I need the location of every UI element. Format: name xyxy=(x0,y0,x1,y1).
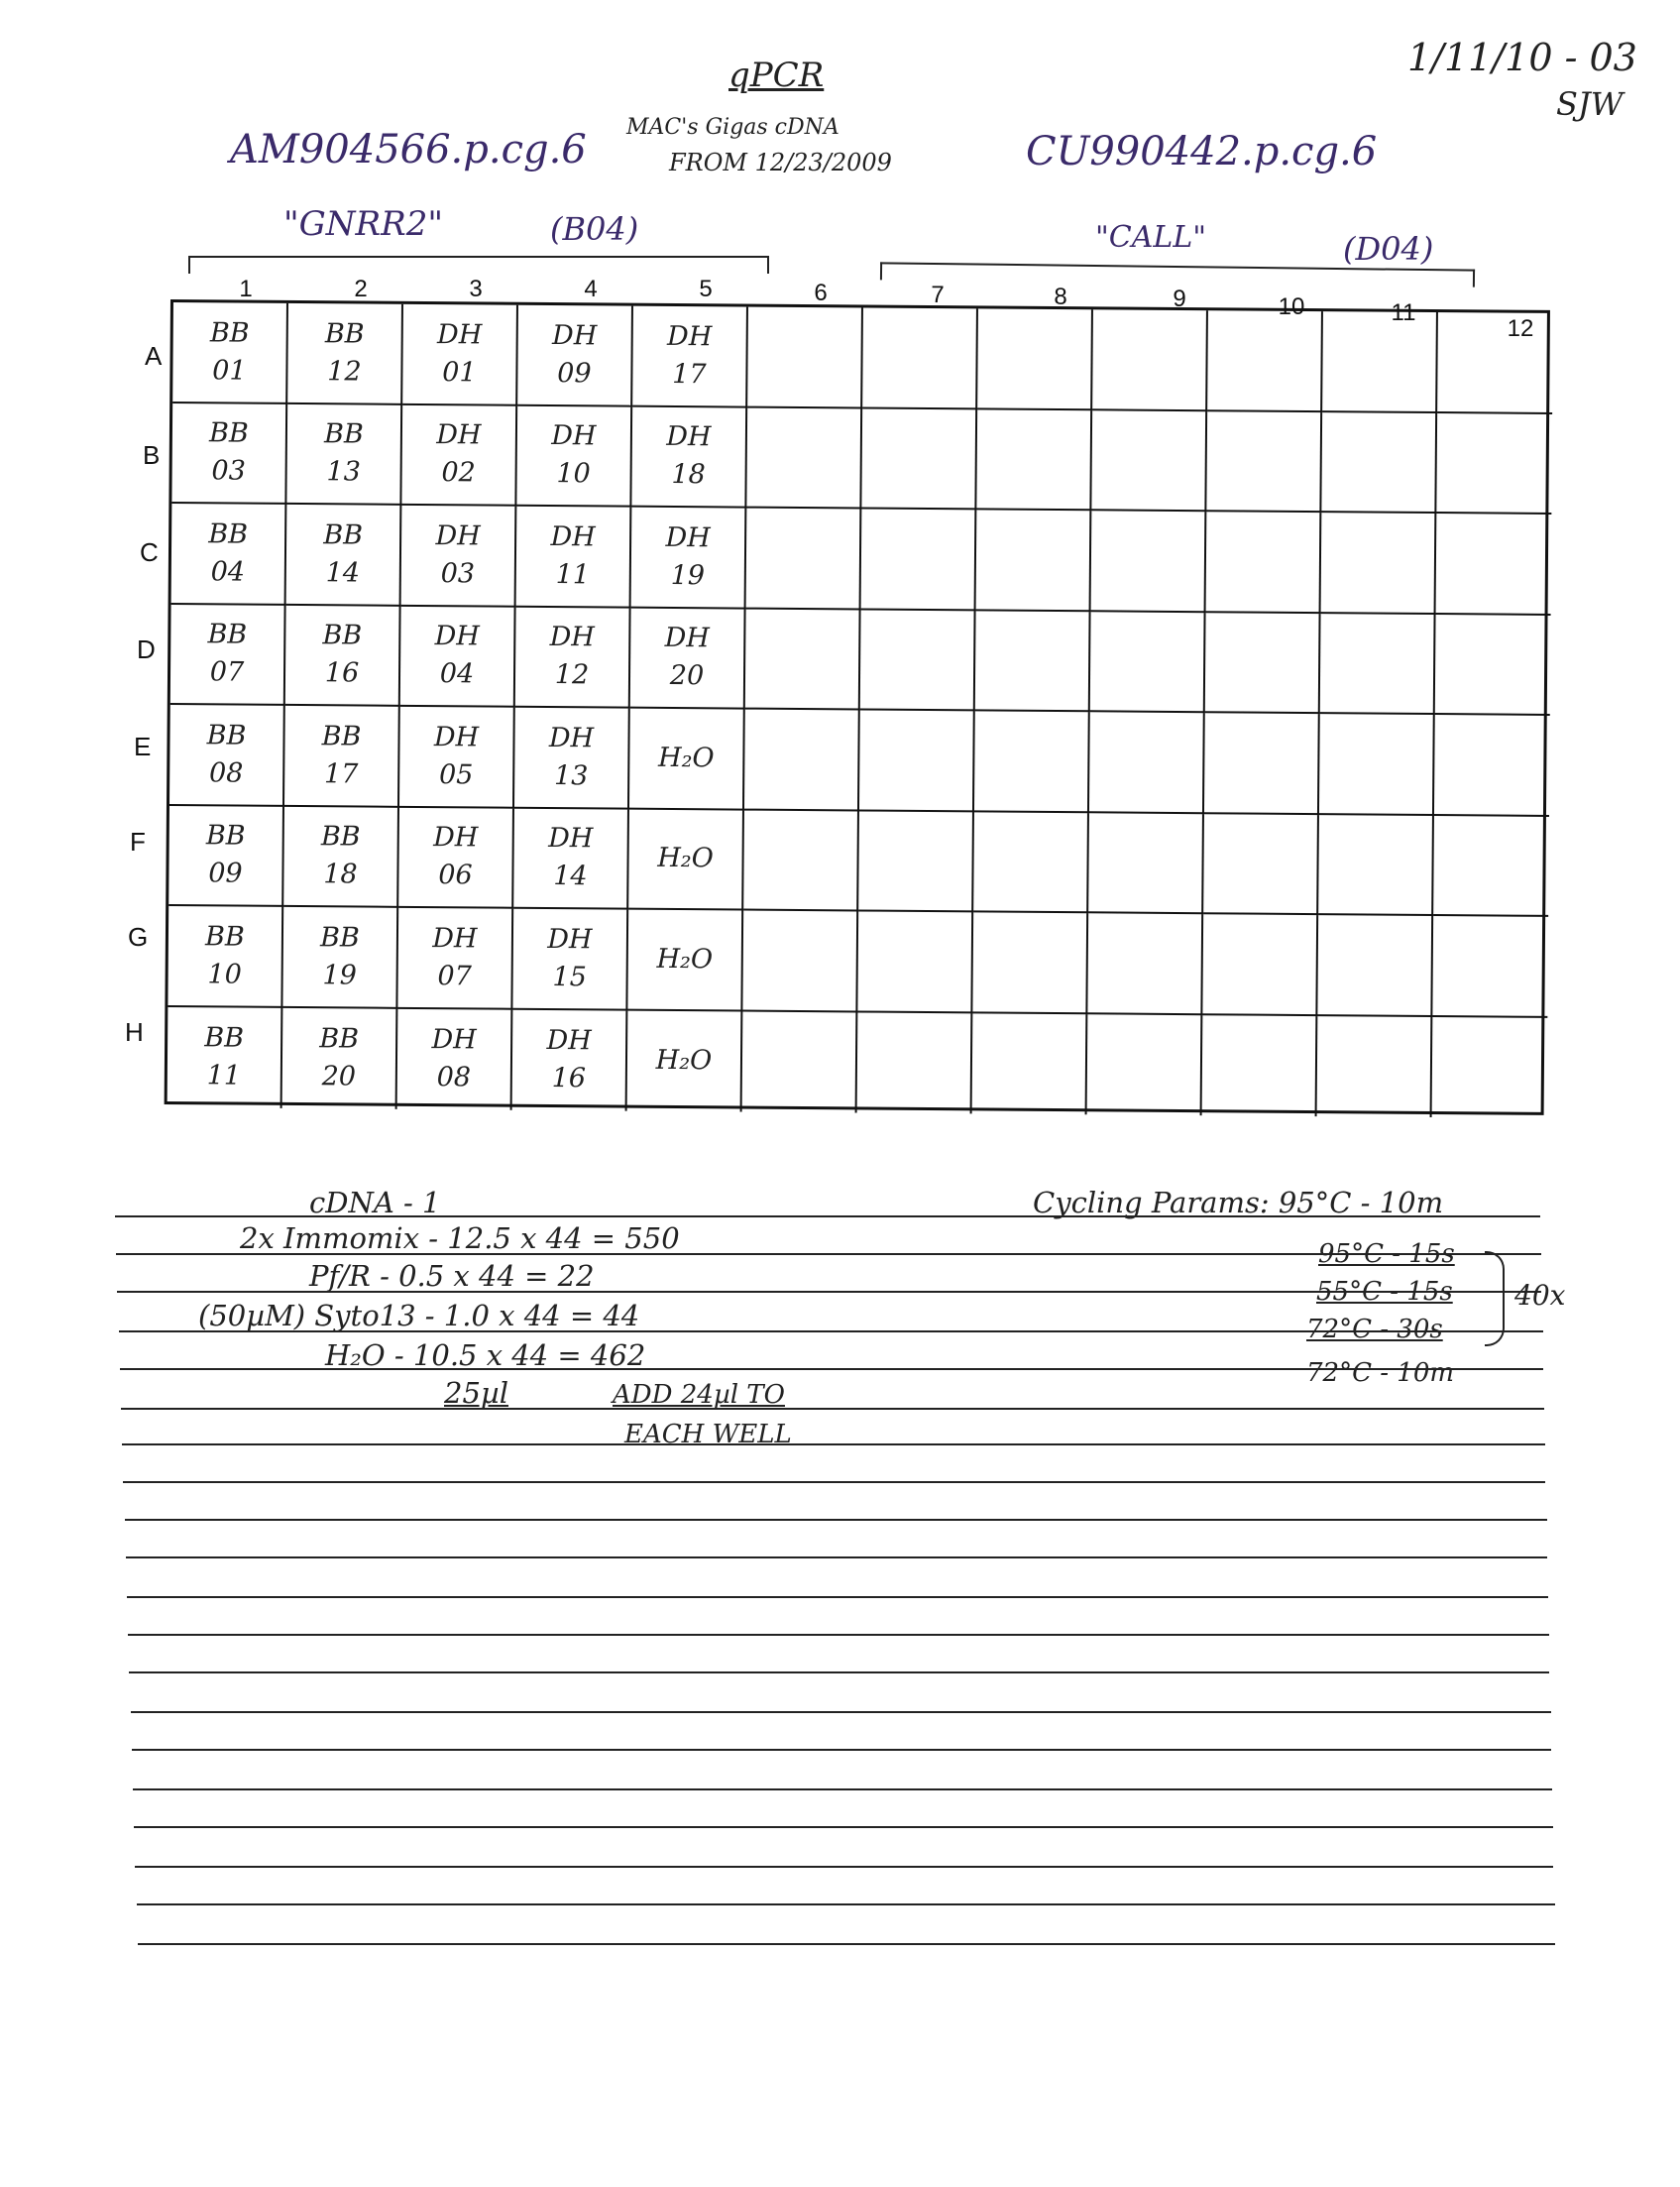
plate-well xyxy=(746,509,862,610)
well-sample-number: 20 xyxy=(321,1061,357,1093)
well-sample-type: BB xyxy=(319,921,360,954)
well-sample-type: DH xyxy=(433,721,480,753)
recipe-line: (50µM) Syto13 - 1.0 x 44 = 44 xyxy=(198,1299,640,1332)
plate-well xyxy=(1318,815,1434,916)
well-sample-type: BB xyxy=(321,720,362,752)
well-sample-type: DH xyxy=(548,722,595,754)
ruled-line xyxy=(137,1903,1555,1905)
plate-well xyxy=(627,1010,743,1111)
plate-well xyxy=(973,812,1089,913)
well-sample-type: DH xyxy=(549,622,596,653)
plate-well xyxy=(977,308,1093,409)
plate-well xyxy=(1090,612,1206,713)
well-sample-type: DH xyxy=(546,1025,592,1057)
ruled-line xyxy=(134,1826,1553,1828)
well-sample-type: DH xyxy=(431,1024,477,1056)
well-sample-type: BB xyxy=(319,1023,360,1055)
well-sample-type: DH xyxy=(666,320,713,353)
plate-well xyxy=(1203,814,1319,915)
plate-well xyxy=(1321,513,1437,614)
plate-well xyxy=(400,606,516,707)
well-sample-number: 14 xyxy=(553,861,588,892)
well-sample-number: 12 xyxy=(554,659,590,691)
cycling-title: Cycling Params: 95°C - 10m xyxy=(1033,1186,1444,1219)
plate-well xyxy=(1433,816,1549,917)
right-gene-id: CU990442.p.cg.6 xyxy=(1026,129,1378,174)
well-sample-number: 07 xyxy=(437,960,472,992)
well-sample-number: 15 xyxy=(552,961,587,993)
column-label: 11 xyxy=(1391,299,1416,326)
well-sample-type: H₂O xyxy=(656,943,714,976)
plate-well xyxy=(862,307,978,408)
plate-well xyxy=(746,407,862,509)
plate-well xyxy=(169,705,285,806)
plate-well xyxy=(513,808,629,909)
plate-well xyxy=(975,611,1091,712)
column-label: 2 xyxy=(354,276,368,302)
plate-well xyxy=(1092,309,1208,410)
plate-well xyxy=(171,504,287,605)
recipe-title: cDNA - 1 xyxy=(309,1186,441,1219)
plate-well xyxy=(860,610,976,711)
plate-well xyxy=(742,1011,858,1112)
plate-well xyxy=(168,806,284,907)
well-sample-type: DH xyxy=(551,420,597,452)
ruled-line xyxy=(121,1408,1544,1410)
well-sample-number: 17 xyxy=(323,757,359,790)
plate-well xyxy=(631,406,747,508)
well-sample-number: 03 xyxy=(440,557,476,590)
plate-well xyxy=(1087,1014,1203,1115)
plate-well xyxy=(512,1009,628,1110)
cycling-step: 95°C - 15s xyxy=(1318,1239,1455,1269)
well-sample-type: H₂O xyxy=(657,742,715,774)
well-sample-type: BB xyxy=(209,317,250,349)
well-sample-type: H₂O xyxy=(657,843,714,874)
column-label: 1 xyxy=(239,276,253,302)
right-gene-code: (D04) xyxy=(1343,230,1434,268)
column-label: 8 xyxy=(1054,284,1067,310)
recipe-total: 25µl xyxy=(444,1376,509,1410)
plate-well xyxy=(858,811,974,912)
plate-well xyxy=(1202,914,1318,1015)
plate-well xyxy=(976,510,1092,611)
well-sample-number: 10 xyxy=(207,959,242,990)
row-label: F xyxy=(130,827,146,857)
plate-well xyxy=(1437,312,1553,413)
plate-well xyxy=(1436,413,1552,515)
right-gene-name: "CALL" xyxy=(1095,220,1207,255)
well-sample-type: DH xyxy=(548,823,594,855)
well-sample-number: 18 xyxy=(671,459,706,491)
plate-well xyxy=(1088,813,1204,914)
plate-well xyxy=(1432,1017,1548,1118)
column-label: 7 xyxy=(931,282,945,308)
plate-well xyxy=(857,911,973,1012)
well-sample-number: 09 xyxy=(208,858,243,889)
well-sample-number: 04 xyxy=(439,658,475,690)
well-sample-number: 16 xyxy=(324,657,360,689)
plate-well xyxy=(285,605,401,706)
plate-well xyxy=(744,710,860,811)
well-sample-number: 14 xyxy=(325,556,361,589)
well-sample-type: BB xyxy=(322,620,363,651)
plate-well xyxy=(1321,412,1437,514)
plate-well xyxy=(168,906,283,1007)
plate-well xyxy=(1204,713,1320,814)
plate-well xyxy=(1435,615,1551,716)
plate-well xyxy=(399,707,515,808)
plate-well xyxy=(397,908,513,1009)
well-sample-type: BB xyxy=(207,619,248,650)
plate-well xyxy=(631,508,747,609)
plate-well xyxy=(286,403,402,505)
well-sample-number: 01 xyxy=(442,356,477,389)
well-sample-type: H₂O xyxy=(655,1045,713,1077)
plate-well xyxy=(861,408,977,510)
cycling-final: 72°C - 10m xyxy=(1306,1358,1455,1388)
well-sample-number: 01 xyxy=(212,355,247,387)
plate-well xyxy=(1319,714,1435,815)
row-label: B xyxy=(143,440,161,470)
plate-well xyxy=(398,807,514,908)
column-label: 6 xyxy=(814,280,828,306)
plate-well xyxy=(171,403,287,505)
plate-well xyxy=(861,509,977,610)
cycling-step: 72°C - 30s xyxy=(1306,1315,1443,1344)
plate-well xyxy=(1436,514,1552,615)
ruled-line xyxy=(138,1943,1555,1945)
plate-well xyxy=(402,304,518,405)
plate-well xyxy=(516,507,632,608)
plate-well xyxy=(1091,511,1207,612)
plate-well xyxy=(168,1007,283,1108)
left-gene-name: "GNRR2" xyxy=(283,204,444,244)
plate-well xyxy=(517,305,633,406)
ruled-line xyxy=(125,1519,1547,1521)
well-sample-type: DH xyxy=(666,421,712,453)
well-sample-number: 16 xyxy=(551,1063,587,1094)
plate-well xyxy=(1432,916,1548,1017)
plate-well xyxy=(972,912,1088,1013)
plate-well xyxy=(283,806,399,907)
ruled-line xyxy=(126,1556,1547,1558)
cycling-repeat: 40x xyxy=(1514,1279,1566,1312)
ruled-line xyxy=(129,1671,1549,1673)
recipe-line: 2x Immomix - 12.5 x 44 = 550 xyxy=(240,1221,680,1255)
well-sample-number: 13 xyxy=(553,759,589,792)
plate-well xyxy=(286,505,402,606)
plate-well xyxy=(742,911,858,1012)
well-sample-number: 03 xyxy=(211,455,246,487)
ruled-line xyxy=(132,1749,1551,1751)
left-group-bracket xyxy=(188,256,769,274)
well-sample-type: DH xyxy=(665,521,711,554)
ruled-line xyxy=(123,1481,1545,1483)
well-sample-number: 20 xyxy=(669,660,705,692)
plate-well xyxy=(976,409,1092,511)
column-label: 3 xyxy=(469,276,483,302)
plate-well xyxy=(401,404,517,506)
well-sample-type: DH xyxy=(432,922,478,955)
well-sample-number: 11 xyxy=(555,558,591,591)
well-sample-type: BB xyxy=(208,518,249,550)
ruled-line xyxy=(127,1596,1548,1598)
plate-well xyxy=(859,710,975,811)
plate-well xyxy=(1205,613,1321,714)
well-sample-type: BB xyxy=(205,820,246,852)
plate-well xyxy=(1322,311,1438,412)
well-sample-type: BB xyxy=(204,921,245,953)
plate-well xyxy=(1206,512,1322,613)
well-sample-number: 08 xyxy=(436,1062,472,1094)
well-sample-type: DH xyxy=(664,623,711,654)
plate-well xyxy=(1089,712,1205,813)
well-sample-number: 18 xyxy=(323,859,358,890)
recipe-instruction: EACH WELL xyxy=(624,1420,792,1449)
well-sample-number: 11 xyxy=(206,1060,242,1092)
well-sample-type: DH xyxy=(435,519,481,552)
plate-well xyxy=(629,709,745,810)
row-label: C xyxy=(140,537,159,567)
well-sample-number: 12 xyxy=(327,355,362,388)
well-sample-number: 08 xyxy=(208,757,244,789)
left-gene-id: AM904566.p.cg.6 xyxy=(230,127,587,173)
well-sample-number: 05 xyxy=(438,758,474,791)
plate-well xyxy=(1434,715,1550,816)
plate-well xyxy=(282,907,398,1008)
plate-well xyxy=(632,306,748,407)
page-title: qPCR xyxy=(728,56,825,95)
cycling-brace xyxy=(1485,1251,1505,1346)
recipe-line: H₂O - 10.5 x 44 = 462 xyxy=(325,1338,646,1372)
plate-well xyxy=(857,1012,973,1113)
plate-well xyxy=(172,302,288,403)
source-line-2: FROM 12/23/2009 xyxy=(669,149,892,176)
well-sample-type: DH xyxy=(550,520,596,553)
plate-well xyxy=(284,706,400,807)
row-label: D xyxy=(137,634,156,664)
plate-well xyxy=(515,607,631,708)
column-label: 4 xyxy=(584,276,598,302)
plate-well xyxy=(397,1008,513,1109)
plate-well xyxy=(512,909,628,1010)
well-sample-type: DH xyxy=(547,923,593,956)
recipe-instruction: ADD 24µl TO xyxy=(613,1380,785,1410)
column-label: 9 xyxy=(1173,286,1186,312)
ruled-line xyxy=(122,1443,1545,1445)
plate-well xyxy=(1320,614,1436,715)
plate-well xyxy=(1087,913,1203,1014)
well-sample-type: BB xyxy=(206,720,247,751)
well-sample-number: 02 xyxy=(441,457,476,489)
source-line-1: MAC's Gigas cDNA xyxy=(626,115,840,140)
plate-well xyxy=(1207,310,1323,411)
well-sample-type: DH xyxy=(436,318,483,351)
plate-well xyxy=(974,711,1090,812)
plate-well xyxy=(745,609,861,710)
plate-well xyxy=(743,810,859,911)
well-sample-number: 19 xyxy=(670,559,706,591)
plate-grid xyxy=(165,299,1550,1115)
well-sample-number: 09 xyxy=(557,357,592,390)
plate-well xyxy=(287,303,403,404)
plate-well xyxy=(627,910,743,1011)
row-label: E xyxy=(134,732,152,761)
plate-well xyxy=(282,1007,398,1108)
well-sample-number: 10 xyxy=(556,458,591,490)
well-sample-number: 19 xyxy=(322,959,357,991)
well-sample-number: 04 xyxy=(210,556,246,588)
well-sample-type: BB xyxy=(323,518,364,551)
well-sample-number: 07 xyxy=(209,656,245,688)
recipe-line: Pf/R - 0.5 x 44 = 22 xyxy=(309,1259,595,1293)
row-label: A xyxy=(145,341,163,371)
cycling-step: 55°C - 15s xyxy=(1316,1277,1453,1307)
ruled-line xyxy=(133,1788,1552,1790)
row-label: H xyxy=(125,1017,144,1047)
well-sample-type: DH xyxy=(436,419,482,451)
plate-well xyxy=(1317,915,1433,1016)
plate-well xyxy=(514,708,630,809)
ruled-line xyxy=(135,1866,1553,1868)
ruled-line xyxy=(128,1634,1549,1636)
well-sample-type: BB xyxy=(208,417,249,449)
plate-well xyxy=(1202,1015,1318,1116)
well-sample-number: 17 xyxy=(672,358,707,390)
initials: SJW xyxy=(1556,85,1624,123)
plate-well xyxy=(401,506,517,607)
plate-well xyxy=(1206,411,1322,513)
well-sample-number: 06 xyxy=(438,860,473,891)
well-sample-type: BB xyxy=(324,317,365,350)
well-sample-type: BB xyxy=(320,821,361,853)
well-sample-type: BB xyxy=(204,1022,245,1054)
plate-well xyxy=(630,608,746,709)
column-label: 12 xyxy=(1507,315,1534,342)
plate-well xyxy=(516,405,632,507)
plate-well xyxy=(170,605,286,706)
plate-well xyxy=(628,809,744,910)
column-label: 5 xyxy=(699,276,713,302)
column-label: 10 xyxy=(1278,293,1305,320)
row-label: G xyxy=(128,922,149,952)
plate-well xyxy=(747,307,863,408)
plate-well xyxy=(972,1013,1088,1114)
well-sample-type: BB xyxy=(323,418,364,450)
plate-well xyxy=(1091,410,1207,512)
well-sample-type: DH xyxy=(434,621,481,652)
well-sample-type: DH xyxy=(433,822,479,854)
left-gene-code: (B04) xyxy=(550,210,639,248)
date-code: 1/11/10 - 03 xyxy=(1407,36,1637,79)
well-sample-number: 13 xyxy=(326,456,361,488)
ruled-line xyxy=(131,1711,1551,1713)
well-sample-type: DH xyxy=(551,319,598,352)
plate-well xyxy=(1317,1016,1433,1117)
